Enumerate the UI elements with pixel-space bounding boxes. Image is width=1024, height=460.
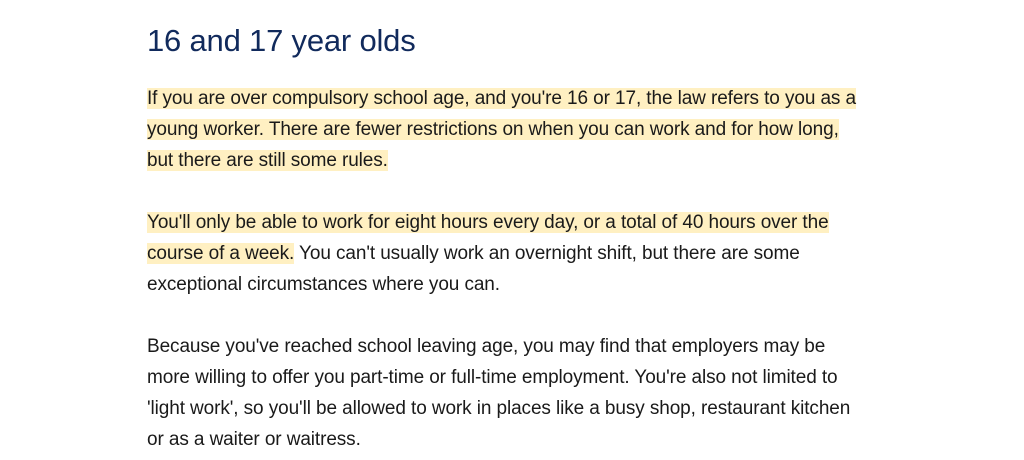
paragraph-school-leaving-age xyxy=(147,331,859,455)
highlighted-text: If you are over compulsory school age, and you're 16 or 17, the law refers to you as a young worker. There are fewer restrictions on when you can work and for how long, but there are still some rules. xyxy=(147,88,856,171)
article-content xyxy=(147,0,859,455)
paragraph-text: Because you've reached school leaving age, you may find that employers may be more willing to offer you part-time or full-time employment. You're also not limited to 'light work', so you'll be allowed to work in places like a busy shop, restaurant kitchen or as a waiter or waitress. xyxy=(147,336,851,450)
highlighted-text: You'll only be able to work for eight hours every day, or a total of 40 hours over the course of a week. xyxy=(147,212,829,264)
section-heading: 16 and 17 year olds xyxy=(147,23,416,58)
paragraph-working-hours xyxy=(147,207,859,300)
paragraph-text: You can't usually work an overnight shift, but there are some exceptional circumstances where you can. xyxy=(147,243,800,295)
paragraph-young-worker xyxy=(147,83,859,176)
